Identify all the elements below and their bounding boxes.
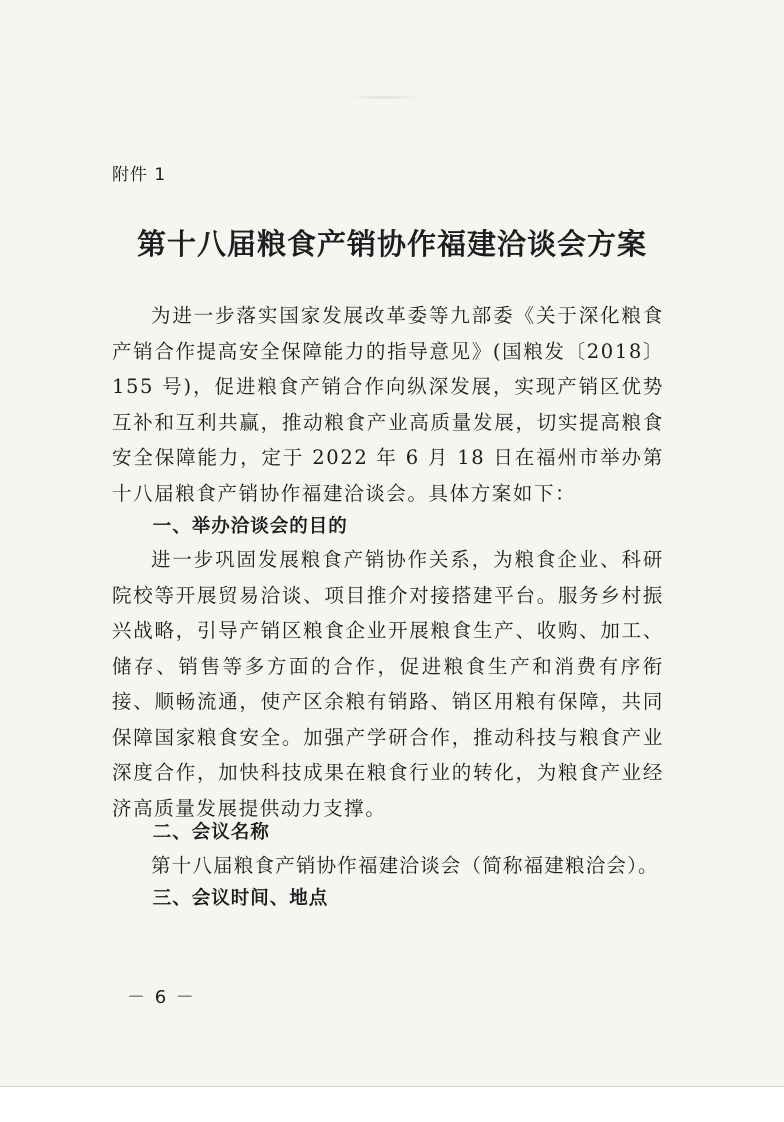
scan-artifact [345, 96, 423, 99]
intro-paragraph: 为进一步落实国家发展改革委等九部委《关于深化粮食产销合作提高安全保障能力的指导意见》(国粮发〔2018〕155 号)，促进粮食产销合作向纵深发展，实现产销区优势互补和互利共赢，推动粮食产业高质量发展，切实提高粮食安全保障能力，定于 2022 年 6 月 18 日在福州市举办第十八届粮食产销协作福建洽谈会。具体方案如下： [112, 304, 664, 505]
section-heading-time-location: 三、会议时间、地点 [152, 888, 329, 909]
attachment-label: 附件 1 [112, 165, 167, 185]
section-body-purpose: 进一步巩固发展粮食产销协作关系，为粮食企业、科研院校等开展贸易洽谈、项目推介对接搭建平台。服务乡村振兴战略，引导产销区粮食企业开展粮食生产、收购、加工、储存、销售等多方面的合作，促进粮食生产和消费有序衔接、顺畅流通，使产区余粮有销路、销区用粮有保障，共同保障国家粮食安全。加强产学研合作，推动科技与粮食产业深度合作，加快科技成果在粮食行业的转化，为粮食产业经济高质量发展提供动力支撑。 [112, 548, 664, 820]
page-number: － 6 － [127, 987, 196, 1008]
section-body-name: 第十八届粮食产销协作福建洽谈会（简称福建粮洽会）。 [151, 854, 659, 877]
section-heading-purpose: 一、举办洽谈会的目的 [152, 516, 348, 537]
document-title: 第十八届粮食产销协作福建洽谈会方案 [136, 227, 647, 261]
scan-bottom-margin [0, 1086, 784, 1122]
section-heading-name: 二、会议名称 [152, 822, 270, 843]
